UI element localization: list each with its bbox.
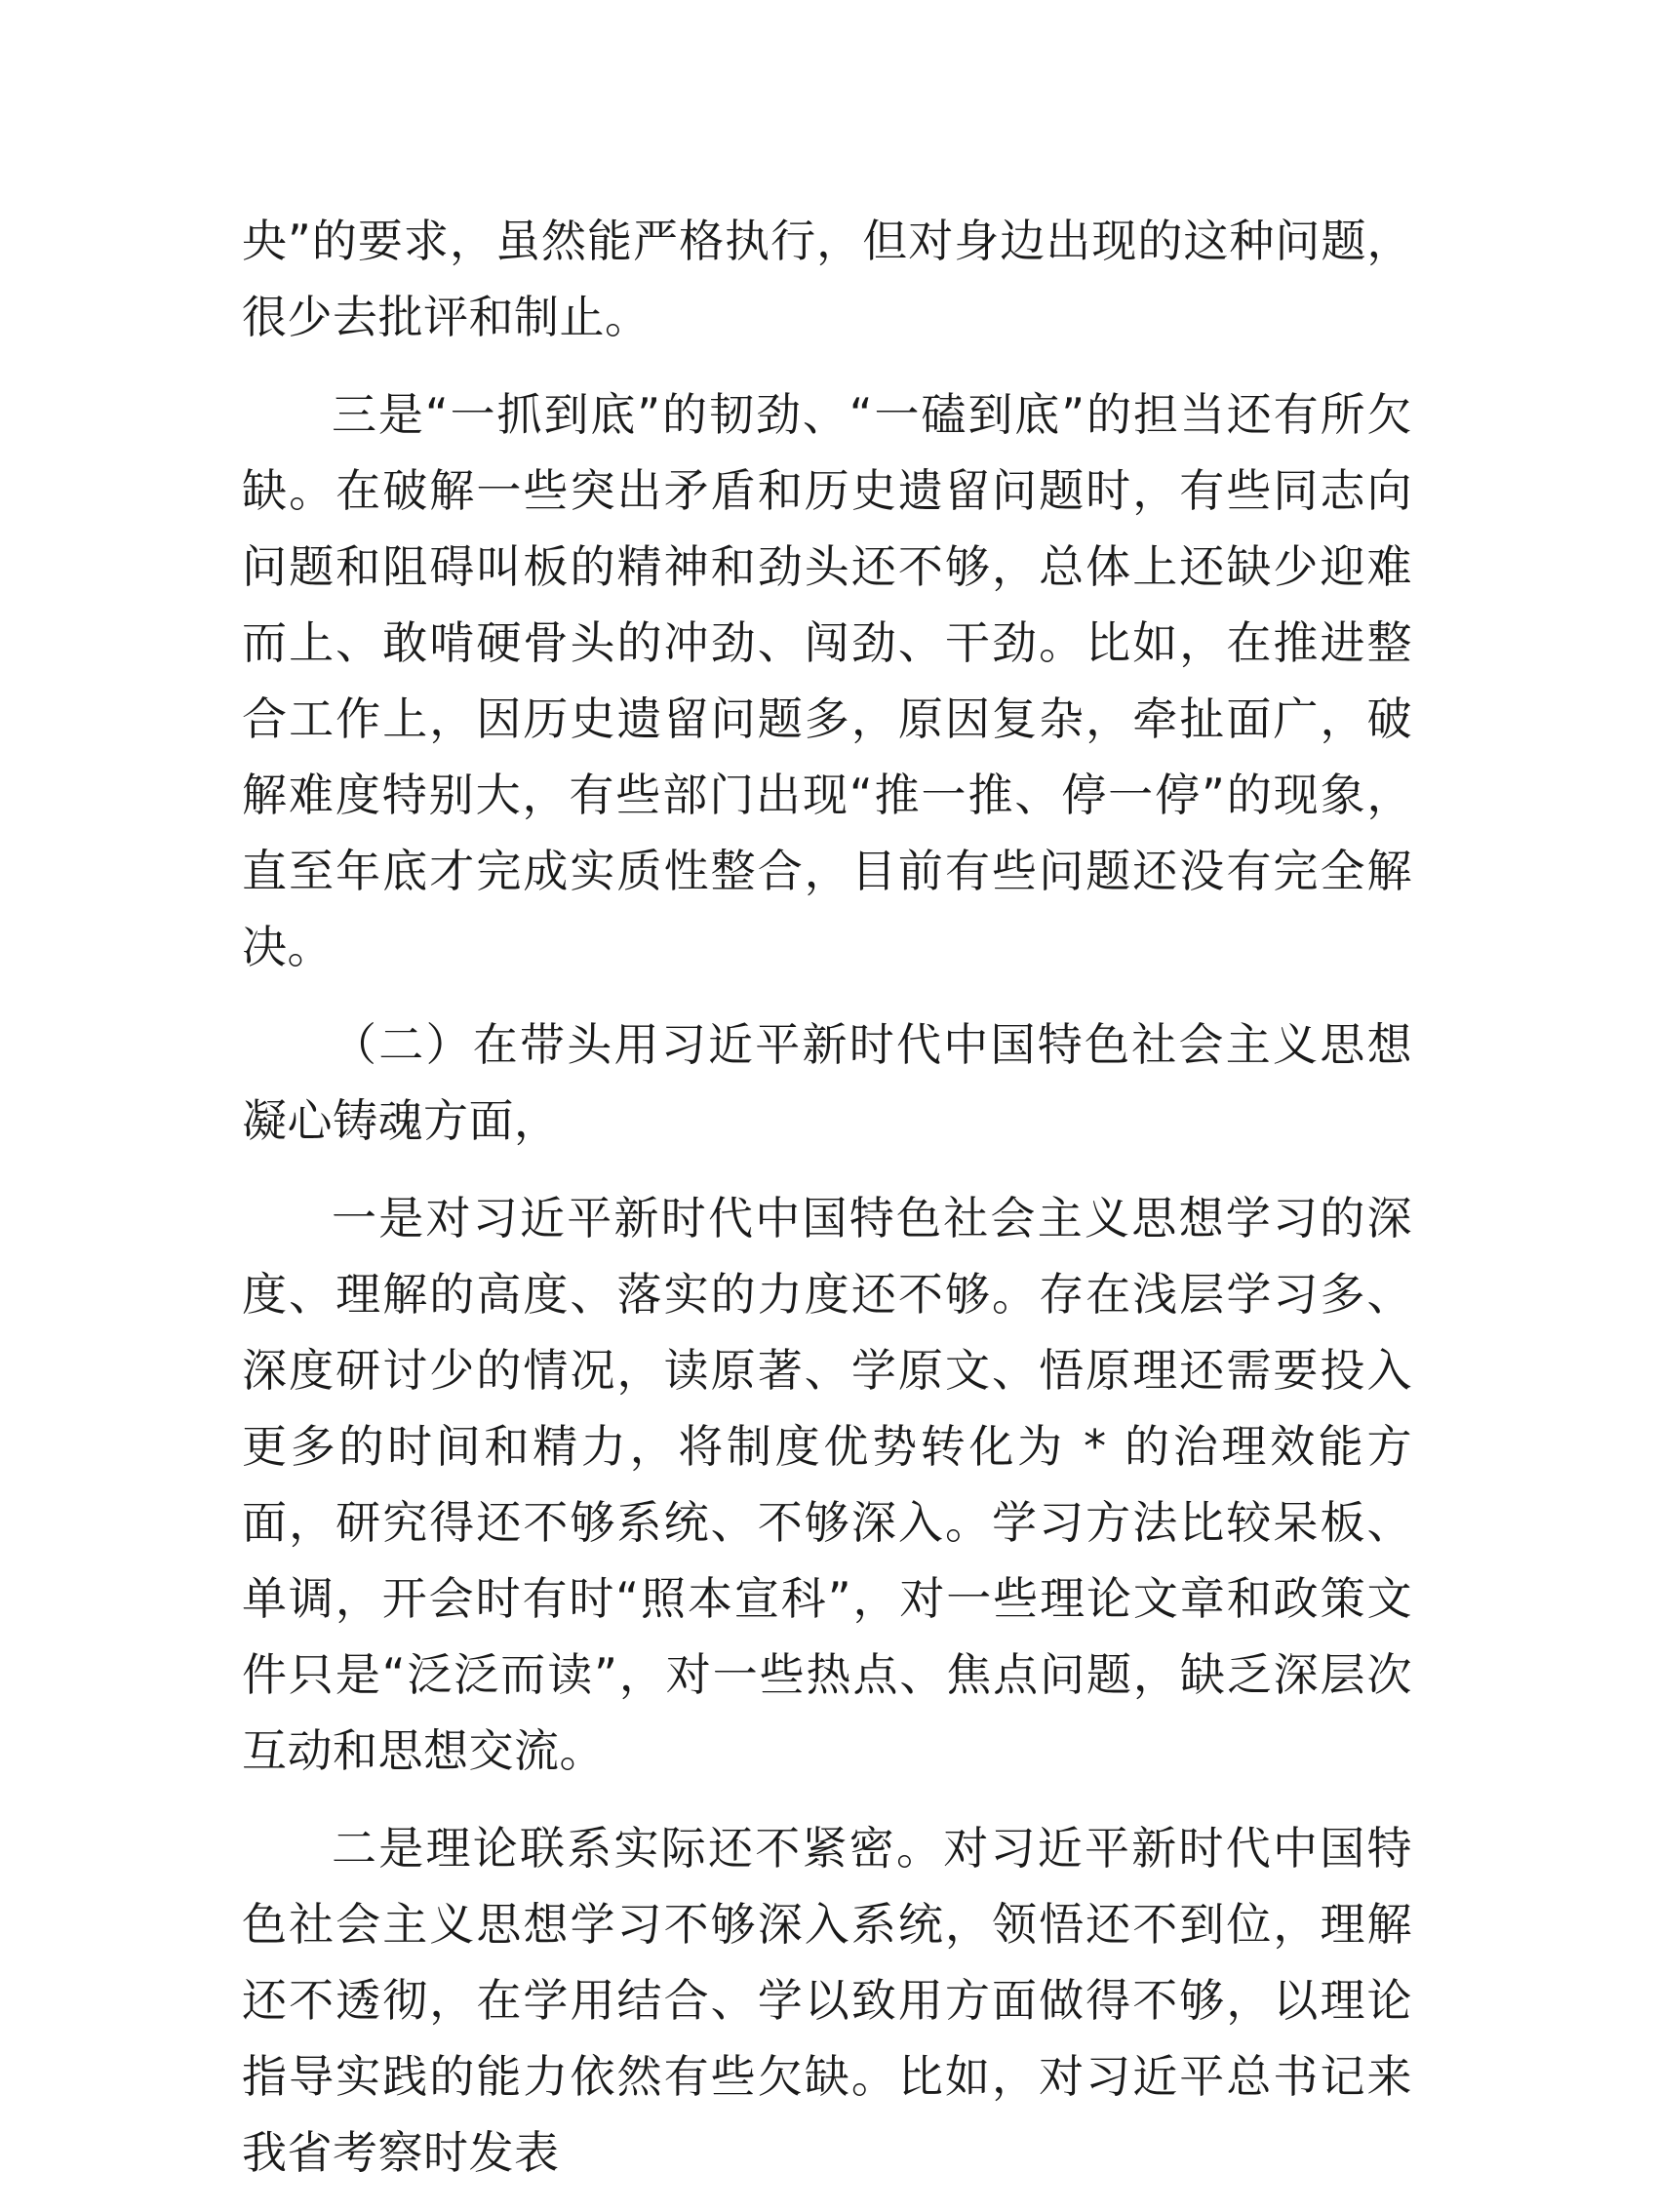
paragraph-continuation: 央”的要求，虽然能严格执行，但对身边出现的这种问题，很少去批评和制止。: [242, 215, 1412, 343]
section-two-heading: （二）在带头用习近平新时代中国特色社会主义思想凝心铸魂方面，: [242, 1018, 1412, 1147]
document-body: [242, 203, 1412, 2212]
paragraph-point-three: 三是“一抓到底”的韧劲、“一磕到底”的担当还有所欠缺。在破解一些突出矛盾和历史遗留问题时，有些同志向问题和阻碍叫板的精神和劲头还不够，总体上还缺少迎难而上、敢啃硬骨头的冲劲、闯劲、干劲。比如，在推进整合工作上，因历史遗留问题多，原因复杂，牵扯面广，破解难度特别大，有些部门出现“推一推、停一停”的现象，直至年底才完成实质性整合，目前有些问题还没有完全解决。: [242, 388, 1412, 973]
paragraph-point-one: 一是对习近平新时代中国特色社会主义思想学习的深度、理解的高度、落实的力度还不够。存在浅层学习多、深度研讨少的情况，读原著、学原文、悟原理还需要投入更多的时间和精力，将制度优势转化为 * 的治理效能方面，研究得还不够系统、不够深入。学习方法比较呆板、单调，开会时有时“照本宣科”，对一些理论文章和政策文件只是“泛泛而读”，对一些热点、焦点问题，缺乏深层次互动和思想交流。: [242, 1192, 1412, 1777]
paragraph-point-two: 二是理论联系实际还不紧密。对习近平新时代中国特色社会主义思想学习不够深入系统，领悟还不到位，理解还不透彻，在学用结合、学以致用方面做得不够，以理论指导实践的能力依然有些欠缺。比如，对习近平总书记来我省考察时发表: [242, 1822, 1412, 2179]
